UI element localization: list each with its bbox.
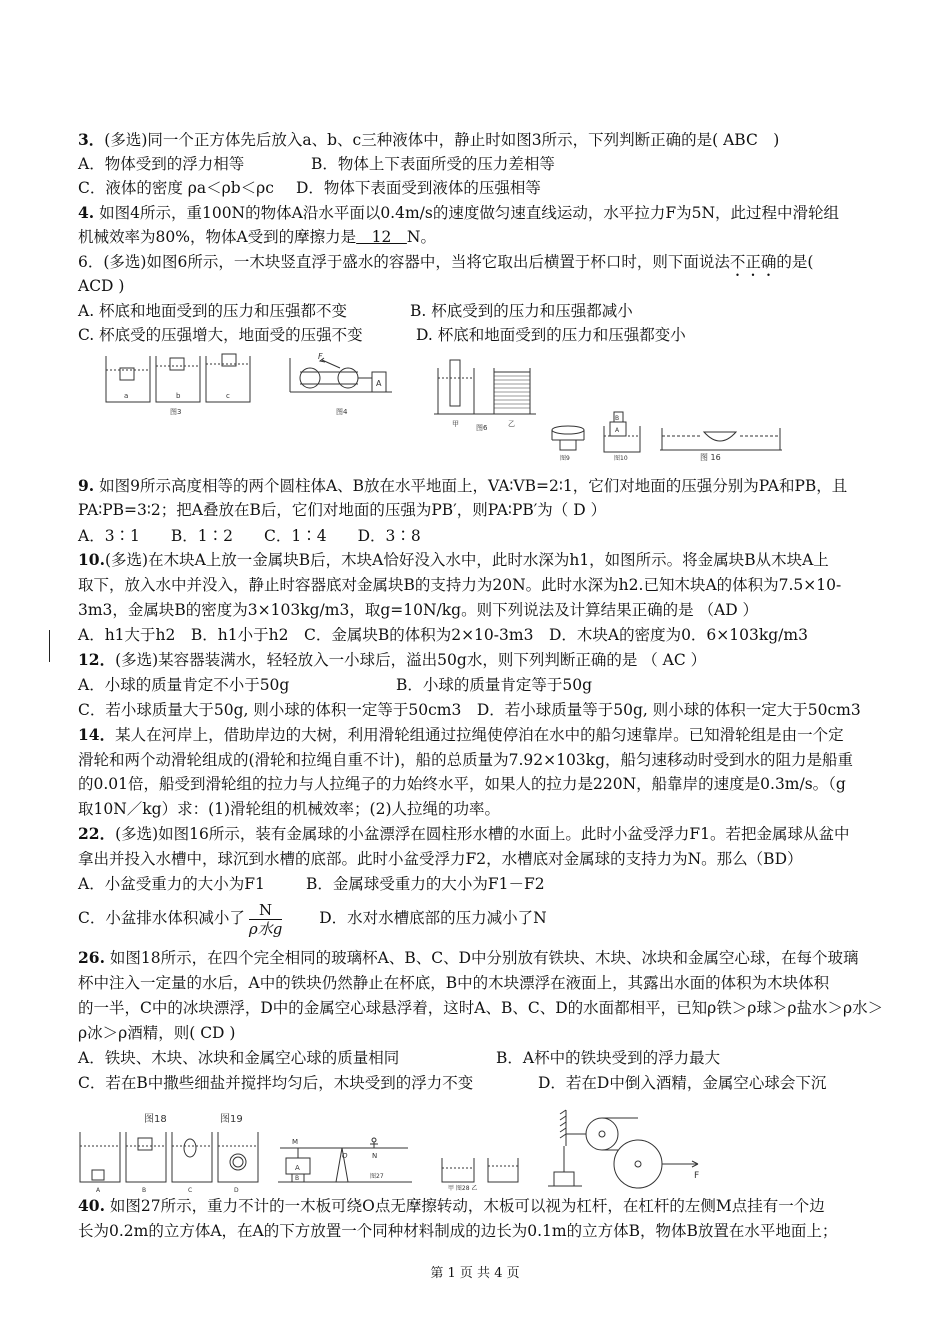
fig18-cup-d: D (234, 1187, 239, 1192)
question-number: 12． (78, 650, 116, 669)
fig16-trough (660, 428, 782, 450)
q4-line2 (78, 227, 878, 247)
page-footer: 第 1 页 共 4 页 (430, 1266, 520, 1281)
fig10-label-a: A (615, 427, 620, 434)
q22-line1: 22．(多选)如图16所示，装有金属球的小盆漂浮在圆柱形水槽的水面上。此时小盆受浮力F1。若把金属球从盆中 (78, 824, 850, 843)
q9-options: A．3∶1 B．1∶2 C．1∶4 D．3∶8 (78, 527, 421, 545)
fig18-cup-a: A (96, 1187, 101, 1192)
q22-option-b: B．金属球受重力的大小为F1－F2 (306, 875, 545, 893)
fig28-caption: 甲 图28 乙 (448, 1185, 478, 1192)
q26-option-c: C．若在B中撒些细盐并搅拌均匀后，木块受到的浮力不变 (78, 1074, 474, 1092)
q26-option-b: B．A杯中的铁块受到的浮力最大 (496, 1049, 721, 1067)
fig28-beakers (442, 1158, 518, 1182)
fig3-caption: 图3 (170, 408, 182, 416)
q6-stem-end: 的是( (776, 253, 814, 271)
q26-line1: 26. 如图18所示，在四个完全相同的玻璃杯A、B、C、D中分别放有铁块、木块、冰块和金属空心球，在每个玻璃 (78, 948, 859, 967)
q14-line4: 取10N／kg）求：(1)滑轮组的机械效率；(2)人拉绳的功率。 (78, 800, 501, 818)
q3-options-ab (78, 154, 878, 174)
q6-options-ab (78, 301, 878, 321)
q26-options-cd (78, 1073, 878, 1093)
fig4-force-label: F (318, 352, 323, 361)
q4-line2-end: N。 (406, 228, 436, 246)
question-number: 10. (78, 550, 105, 569)
q26-option-a: A．铁块、木块、冰块和金属空心球的质量相同 (78, 1049, 400, 1067)
q4-answer: 12 (356, 228, 407, 246)
q22-option-a: A．小盆受重力的大小为F1 (78, 875, 265, 893)
q22-option-d: D．水对水槽底部的压力减小了N (319, 909, 547, 927)
q4-line1: 4. 如图4所示，重100N的物体A沿水平面以0.4m/s的速度做匀速直线运动，水平拉力F为5N，此过程中滑轮组 (78, 203, 840, 222)
fig18-cup-c: C (188, 1187, 193, 1192)
fig10-beaker (604, 412, 640, 452)
q10-line2: 取下，放入水中并没入，静止时容器底对金属块B的支持力为20N。此时水深为h2.已知木块A的体积为7.5×10- (78, 576, 842, 594)
q26-options-ab (78, 1048, 878, 1068)
q6-option-a: A. 杯底和地面受到的压力和压强都不变 (78, 302, 348, 320)
fig18-cups (80, 1132, 258, 1182)
fig18-caption: 图18 (144, 1114, 167, 1125)
fig10-label-b: B (615, 415, 620, 422)
fig3-label-a: a (124, 392, 129, 400)
q10-line3: 3m3，金属块B的密度为3×103kg/m3，取g=10N/kg。则下列说法及计算结果正确的是 （AD ） (78, 601, 759, 619)
q22-option-c: C．小盆排水体积减小了 (78, 909, 245, 927)
question-number: 4. (78, 203, 95, 222)
fig6-caption: 图6 (476, 424, 488, 432)
fig6-containers (434, 360, 536, 414)
q26-option-d: D．若在D中倒入酒精，金属空心球会下沉 (538, 1074, 827, 1092)
q3-stem: 3．(多选)同一个正方体先后放入a、b、c三种液体中，静止时如图3所示，下列判断正确的是( ABC ) (78, 130, 780, 149)
fig6-label-yi: 乙 (508, 420, 515, 428)
fig27-label-o: O (342, 1152, 348, 1160)
fig27-label-n: N (372, 1152, 378, 1160)
question-number: 26. (78, 948, 105, 967)
fig3-label-b: b (176, 392, 181, 400)
q14-line1: 14．某人在河岸上，借助岸边的大树，利用滑轮组通过拉绳使停泊在水中的船匀速靠岸。已知滑轮组是由一个定 (78, 725, 844, 744)
q3-option-d: D．物体下表面受到液体的压强相等 (296, 179, 541, 197)
fig9-cylinders (552, 426, 584, 450)
q6-options-cd (78, 325, 878, 345)
fig27-label-a: A (295, 1164, 300, 1172)
q12-stem: 12．(多选)某容器装满水，轻轻放入一小球后，溢出50g水，则下列判断正确的是 （ AC ） (78, 650, 707, 669)
q22-options-ab (78, 874, 878, 894)
q12-options-ab (78, 675, 878, 695)
fig27-label-m: M (292, 1138, 299, 1146)
q6-stem-text: 6．(多选)如图6所示，一木块竖直浮于盛水的容器中，当将它取出后横置于杯口时，则下面说法 (78, 253, 730, 271)
question-number: 3． (78, 130, 105, 149)
fig6-label-jia: 甲 (452, 420, 459, 428)
q3-option-a: A．物体受到的浮力相等 (78, 155, 245, 173)
q12-options-cd: C．若小球质量大于50g, 则小球的体积一定等于50cm3 D．若小球质量等于50g, 则小球的体积一定大于50cm3 (78, 701, 861, 719)
q6-stem-emphasis: 不正确 (729, 253, 777, 271)
q3-option-c: C．液体的密度 ρa＜ρb＜ρc (78, 179, 274, 197)
q9-line1: 9. 如图9所示高度相等的两个圆柱体A、B放在水平地面上，VA∶VB=2∶1，它们对地面的压强分别为PA和PB，且 (78, 476, 848, 495)
fig16-caption: 图 16 (700, 453, 721, 462)
q22-fraction-denominator: ρ水g (248, 919, 283, 938)
q9-line2: PA∶PB=3∶2；把A叠放在B后，它们对地面的压强为PB′，则PA∶PB′为（ D ） (78, 501, 607, 519)
q14-line3: 的0.01倍，船受到滑轮组的拉力与人拉绳子的力始终水平，如果人的拉力是220N，船靠岸的速度是0.3m/s。（g (78, 775, 846, 793)
q26-line2: 杯中注入一定量的水后，A中的铁块仍然静止在杯底，B中的木块漂浮在液面上，其露出水面的体积为木块体积 (78, 974, 830, 992)
fig27-label-b: B (295, 1175, 300, 1182)
q4-line2-text: 机械效率为80%，物体A受到的摩擦力是 (78, 228, 357, 246)
q40-line1: 40. 如图27所示，重力不计的一木板可绕O点无摩擦转动，木板可以视为杠杆，在杠杆的左侧M点挂有一个边 (78, 1196, 825, 1215)
q6-option-d: D. 杯底和地面受到的压力和压强都变小 (416, 326, 686, 344)
q22-line2: 拿出并投入水槽中，球沉到水槽的底部。此时小盆受浮力F2，水槽底对金属球的支持力为N。那么（BD） (78, 850, 803, 868)
question-number: 22． (78, 824, 116, 843)
fig18-cup-b: B (142, 1187, 147, 1192)
q6-option-c: C. 杯底受的压强增大，地面受的压强不变 (78, 326, 363, 344)
text-cursor (49, 630, 50, 662)
figure-row-2 (78, 1106, 828, 1192)
fig4-object-label: A (376, 379, 382, 388)
question-number: 9. (78, 476, 95, 495)
q22-fraction (249, 901, 282, 938)
q10-line1: 10.(多选)在木块A上放一金属块B后，木块A恰好没入水中，此时水深为h1，如图所示。将金属块B从木块A上 (78, 550, 829, 569)
pulley-force-label: F (694, 1171, 700, 1181)
fig9-caption: 图9 (560, 455, 570, 462)
q26-line3: 的一半，C中的冰块漂浮，D中的金属空心球悬浮着，这时A、B、C、D的水面都相平，已知ρ铁＞ρ球＞ρ盐水＞ρ水＞ (78, 999, 884, 1017)
fig19-caption: 图19 (220, 1114, 243, 1125)
q22-fraction-numerator: N (249, 901, 282, 920)
q14-line2: 滑轮和两个动滑轮组成的(滑轮和拉绳自重不计)，船的总质量为7.92×103kg，船匀速移动时受到水的阻力是船重 (78, 751, 853, 769)
q6-option-b: B. 杯底受到的压力和压强都减小 (410, 302, 633, 320)
q3-option-b: B．物体上下表面所受的压力差相等 (311, 155, 555, 173)
fig4-caption: 图4 (336, 408, 348, 416)
fig27-caption: 图27 (370, 1173, 384, 1180)
pulley-system-figure (548, 1110, 698, 1188)
figure-row-1 (100, 352, 800, 464)
question-number: 40. (78, 1196, 105, 1215)
q3-options-cd (78, 178, 878, 198)
q22-options-cd (78, 896, 878, 940)
fig3-label-c: c (226, 392, 230, 400)
q12-option-b: B．小球的质量肯定等于50g (396, 676, 593, 694)
fig10-caption: 图10 (614, 455, 628, 462)
q10-options: A．h1大于h2 B．h1小于h2 C．金属块B的体积为2×10-3m3 D．木块A的密度为0．6×103kg/m3 (78, 626, 808, 644)
q26-line4: ρ冰＞ρ酒精，则( CD ) (78, 1024, 236, 1042)
q40-line2: 长为0.2m的立方体A，在A的下方放置一个同种材料制成的边长为0.1m的立方体B，物体B放置在水平地面上； (78, 1222, 838, 1240)
question-number: 14． (78, 725, 116, 744)
q12-option-a: A．小球的质量肯定不小于50g (78, 676, 290, 694)
q6-answer: ACD ) (78, 277, 125, 295)
